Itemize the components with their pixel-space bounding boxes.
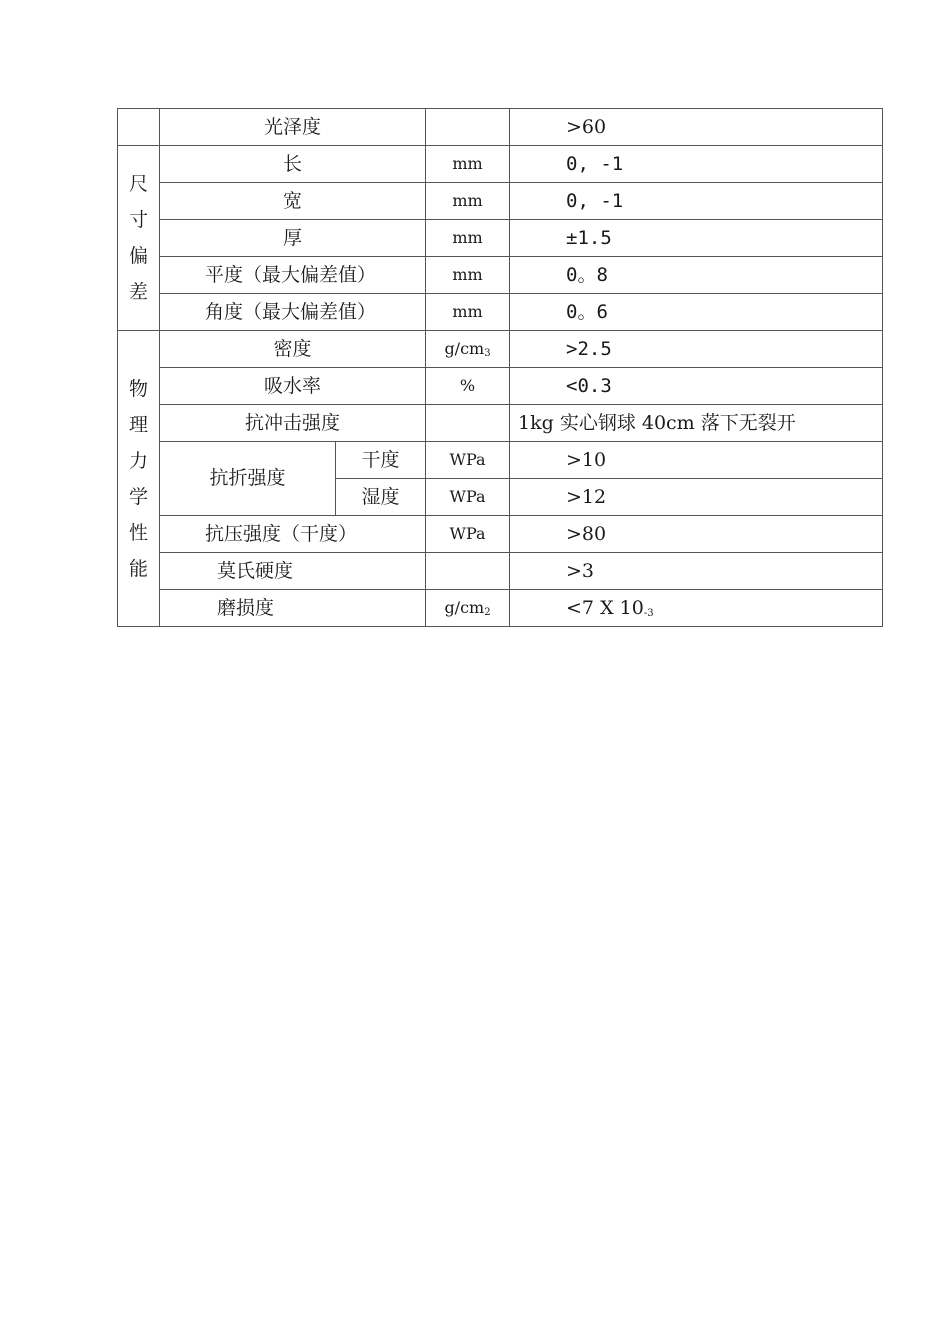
table-row — [118, 109, 883, 146]
category-char: 差 — [128, 281, 148, 303]
unit-flatness: mm — [426, 257, 510, 294]
category-char: 偏 — [128, 245, 148, 267]
value-density: >2.5 — [510, 331, 883, 368]
unit-compressive-strength: WPa — [426, 516, 510, 553]
item-density: 密度 — [160, 331, 426, 368]
item-impact-strength: 抗冲击强度 — [160, 405, 426, 442]
table-row — [118, 442, 883, 479]
table-row — [118, 516, 883, 553]
table-row — [118, 146, 883, 183]
table-row — [118, 183, 883, 220]
unit-density — [426, 331, 510, 368]
value-main: <7 X 10 — [566, 596, 644, 619]
category-char: 性 — [128, 521, 148, 544]
category-char: 寸 — [128, 209, 148, 231]
value-flatness: 0。8 — [510, 257, 883, 294]
unit-impact-strength — [426, 405, 510, 442]
category-physical-mechanical — [118, 331, 160, 627]
unit-angle: mm — [426, 294, 510, 331]
value-gloss: >60 — [510, 109, 883, 146]
value-flexural-wet: >12 — [510, 479, 883, 516]
value-water-absorption: <0.3 — [510, 368, 883, 405]
category-size-deviation — [118, 146, 160, 331]
value-impact-strength: 1kg 实心钢球 40cm 落下无裂开 — [510, 405, 883, 442]
table-row — [118, 220, 883, 257]
category-char: 尺 — [128, 173, 148, 195]
table-row — [118, 553, 883, 590]
item-water-absorption: 吸水率 — [160, 368, 426, 405]
unit-main: g/cm — [444, 338, 485, 358]
unit-flexural-wet: WPa — [426, 479, 510, 516]
category-char: 物 — [128, 377, 148, 400]
value-mohs-hardness: >3 — [510, 553, 883, 590]
value-length: 0, -1 — [510, 146, 883, 183]
item-angle: 角度（最大偏差值） — [160, 294, 426, 331]
table-row — [118, 257, 883, 294]
item-thickness: 厚 — [160, 220, 426, 257]
unit-exponent: 3 — [484, 347, 491, 359]
category-char: 理 — [128, 413, 148, 436]
sub-wet: 湿度 — [336, 479, 426, 516]
unit-width: mm — [426, 183, 510, 220]
value-abrasion — [510, 590, 883, 627]
unit-main: g/cm — [444, 597, 485, 617]
value-flexural-dry: >10 — [510, 442, 883, 479]
item-flatness: 平度（最大偏差值） — [160, 257, 426, 294]
sub-dry: 干度 — [336, 442, 426, 479]
unit-gloss — [426, 109, 510, 146]
category-char: 力 — [128, 449, 148, 472]
unit-flexural-dry: WPa — [426, 442, 510, 479]
item-width: 宽 — [160, 183, 426, 220]
unit-mohs-hardness — [426, 553, 510, 590]
unit-water-absorption: % — [426, 368, 510, 405]
unit-exponent: 2 — [484, 606, 491, 618]
table-row — [118, 294, 883, 331]
table-row — [118, 590, 883, 627]
item-gloss: 光泽度 — [160, 109, 426, 146]
table-row — [118, 331, 883, 368]
table-row — [118, 368, 883, 405]
table-row — [118, 405, 883, 442]
item-length: 长 — [160, 146, 426, 183]
category-cell-empty — [118, 109, 160, 146]
value-width: 0, -1 — [510, 183, 883, 220]
value-thickness: ±1.5 — [510, 220, 883, 257]
value-angle: 0。6 — [510, 294, 883, 331]
item-flexural-strength: 抗折强度 — [160, 442, 336, 516]
category-char: 学 — [128, 485, 148, 508]
category-char: 能 — [128, 557, 148, 580]
value-exponent: -3 — [643, 607, 654, 619]
unit-thickness: mm — [426, 220, 510, 257]
item-mohs-hardness: 莫氏硬度 — [160, 553, 426, 590]
unit-abrasion — [426, 590, 510, 627]
unit-length: mm — [426, 146, 510, 183]
item-abrasion: 磨损度 — [160, 590, 426, 627]
value-compressive-strength: >80 — [510, 516, 883, 553]
spec-table — [117, 108, 883, 627]
item-compressive-strength: 抗压强度（干度） — [160, 516, 426, 553]
